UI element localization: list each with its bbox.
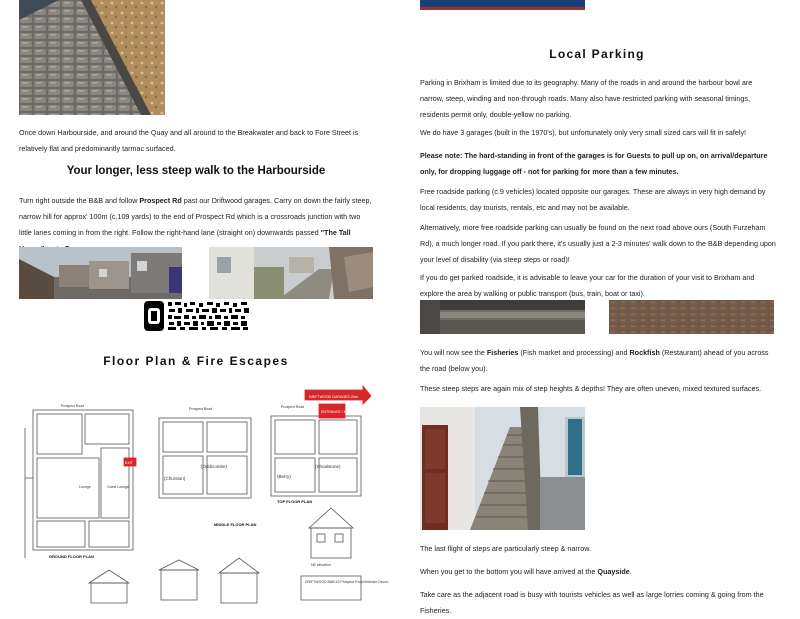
overgang-lane-photo: [209, 247, 373, 299]
cobbled-steps-photo: [19, 0, 165, 115]
walk-paragraph: Turn right outside the B&B and follow Prospect Rd past our Driftwood garages. Carry on down the fairly steep, narrow hill for approx' 100m (c.109 yards) to the end of Prospect Rd which is a crossroads junction with two little lanes coming in from the right. Follow the right-hand lane (straight on) downwards passed "The Tall: [19, 196, 372, 237]
steps-photo-1: [420, 300, 585, 334]
qr-code[interactable]: [144, 301, 250, 336]
label-driftwood-garages: DRIFTWOOD GARAGES 20m: [309, 395, 358, 399]
svg-text:Guest Lounge: Guest Lounge: [107, 485, 129, 489]
label-prospect-road-2: Prospect Road: [189, 407, 213, 411]
walk-heading: Your longer, less steep walk to the Harbourside: [66, 165, 326, 177]
label-ground-floor: GROUND FLOOR PLAN: [49, 554, 94, 559]
label-ne-elevation: NE elevation: [311, 563, 331, 567]
label-churston: (Churston): [164, 476, 186, 481]
fisheries-paragraph: You will now see the Fisheries (Fish market and processing) and Rockfish (Restaurant) ahead of you across the road (below you).: [420, 348, 769, 373]
steep-steps-paragraph: These steep steps are again mix of step heights & depths! They are often uneven, mixed textured surfaces.: [420, 384, 762, 393]
parking-paragraph-1: Parking in Brixham is limited due to its geography. Many of the roads in and around the harbour bowl are narrow, steep, winding and non-through roads. Many also have restricted parking with seasonal timings, residents permit only, double-yellow no parking.: [420, 78, 753, 119]
floor-plan-heading: Floor Plan & Fire Escapes: [103, 354, 289, 368]
parking-note: Please note: The hard-standing in front of the garages is for Guests to pull up on, on arrival/departure only, for dropping luggage off - not for parking for more than a few minutes.: [420, 151, 768, 176]
svg-text:Lounge: Lounge: [79, 485, 91, 489]
label-top-floor: TOP FLOOR PLAN: [277, 499, 313, 504]
harbour-photo-top: [420, 0, 585, 10]
parking-paragraph-5: Alternatively, more free roadside parking can usually be found on the next road above ours (South Furzeham Rd), a much longer road. If you park there, it's usually just a 2-3 minutes' walk down to the B&B depending upon your level of disability (via steep steps or road)!: [420, 223, 776, 264]
steps-photo-2: [609, 300, 774, 334]
label-address: DRIFTWOOD B&B 53 Prospect Road Brixham Devon: [305, 580, 389, 584]
label-middle-floor: MIDDLE FLOOR PLAN: [214, 522, 257, 527]
label-entrance-exit: ENTRANCE / EXIT: [321, 410, 352, 414]
label-berry: (Berry): [277, 474, 291, 479]
prospect-road-photo: [19, 247, 182, 299]
quayside-paragraph: When you get to the bottom you will have arrived at the Quayside.: [420, 567, 632, 576]
parking-heading: Local Parking: [549, 47, 645, 61]
label-exit-1: EXIT: [125, 461, 133, 465]
label-prospect-road-1: Prospect Road: [61, 404, 85, 408]
parking-paragraph-6: If you do get parked roadside, it is advisable to leave your car for the duration of your visit to Brixham and explore the area by walking or public transport (bus, train, boat or taxi).: [420, 273, 755, 298]
parking-paragraph-4: Free roadside parking (c.9 vehicles) located opposite our garages. These are always in very high demand by local residents, day tourists, rentals, etc and may not be available.: [420, 187, 766, 212]
label-shoalstone: (Shoalstone): [315, 464, 341, 469]
road-warning-paragraph: Take care as the adjacent road is busy with tourists vehicles as well as large lorries coming & going from the Fisheries.: [420, 590, 764, 615]
label-prospect-road-3: Prospect Road: [281, 405, 305, 409]
label-oddicombe: (Oddicombe): [201, 464, 228, 469]
last-flight-paragraph: The last flight of steps are particularly steep & narrow.: [420, 544, 591, 553]
parking-paragraph-2: We do have 3 garages (built in the 1970's), but unfortunately only very small sized cars will fit in safely!: [420, 128, 747, 137]
steep-steps-photo: [420, 407, 585, 530]
intro-paragraph: Once down Harbourside, and around the Quay and all around to the Breakwater and back to Fore Street is relatively flat and predominantly tarmac surfaced.: [19, 128, 359, 153]
floor-plan-drawing: [19, 388, 389, 600]
